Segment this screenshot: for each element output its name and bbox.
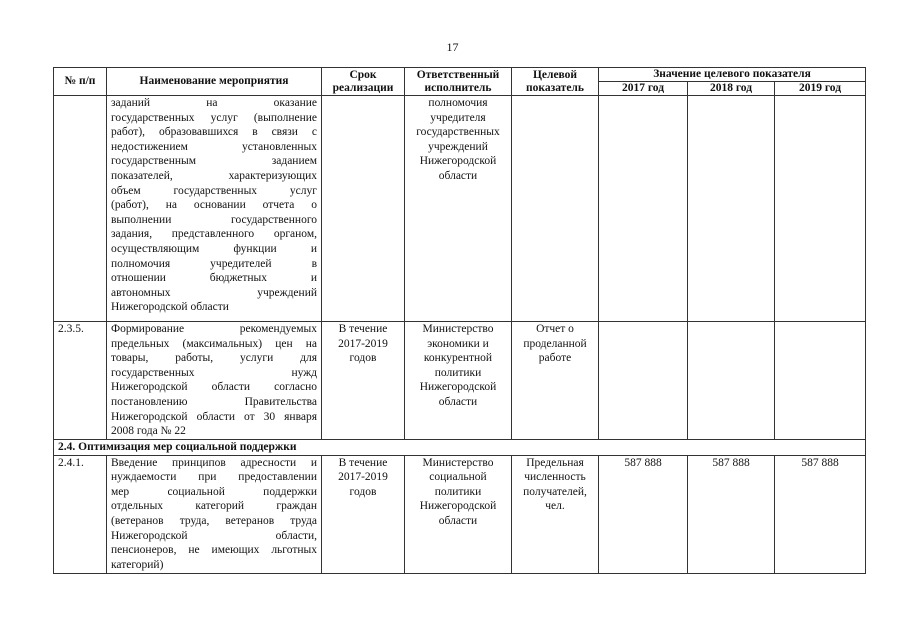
row-name-lines	[111, 322, 317, 439]
row-name-line: недостижением установленных	[111, 140, 317, 153]
row-name-line: отдельных категорий граждан	[111, 500, 317, 513]
row-name	[107, 322, 322, 440]
table-row	[54, 455, 866, 573]
row-num: 2.4.1.	[54, 455, 107, 573]
row-term: В течение 2017-2019 годов	[322, 322, 405, 440]
row-name-line-last: категорий)	[111, 558, 164, 571]
header-row	[54, 68, 866, 82]
row-name-line: государственных услуг (выполнение	[111, 111, 317, 124]
row-name-line-last: 2008 года № 22	[111, 425, 186, 438]
row-num	[54, 96, 107, 322]
row-name-lines	[111, 456, 317, 573]
header-values-group: Значение целевого показателя	[599, 68, 866, 82]
row-responsible: Министерство экономики и конкурентной политики Нижегородской области	[405, 322, 512, 440]
header-year-2019: 2019 год	[775, 82, 866, 96]
row-value-2017	[599, 322, 688, 440]
measures-table	[53, 67, 866, 574]
section-row	[54, 440, 866, 456]
header-target: Целевой показатель	[512, 68, 599, 96]
row-name-line: пенсионеров, не имеющих льготных	[111, 544, 317, 557]
row-target: Отчет о проделанной работе	[512, 322, 599, 440]
row-value-2019: 587 888	[775, 455, 866, 573]
section-title: 2.4. Оптимизация мер социальной поддержки	[54, 440, 866, 456]
row-name-line: отношении бюджетных и	[111, 272, 317, 285]
row-name-lines	[111, 96, 317, 315]
row-name-line: автономных учреждений	[111, 286, 317, 299]
row-value-2019	[775, 322, 866, 440]
row-name-line: заданий на оказание	[111, 97, 317, 109]
row-term: В течение 2017-2019 годов	[322, 455, 405, 573]
row-term	[322, 96, 405, 322]
row-value-2019	[775, 96, 866, 322]
row-name-line-last: Нижегородской области	[111, 301, 229, 314]
row-value-2017	[599, 96, 688, 322]
header-num: № п/п	[54, 68, 107, 96]
row-name-line: постановлению Правительства	[111, 395, 317, 408]
row-value-2017: 587 888	[599, 455, 688, 573]
header-year-2018: 2018 год	[688, 82, 775, 96]
header-term: Срок реализации	[322, 68, 405, 96]
header-responsible: Ответственный исполнитель	[405, 68, 512, 96]
row-name-line: нуждаемости при предоставлении	[111, 471, 317, 484]
row-target	[512, 96, 599, 322]
row-name-line: показателей, характеризующих	[111, 169, 317, 182]
row-name-line: Нижегородской области согласно	[111, 381, 317, 394]
table-row	[54, 322, 866, 440]
row-target: Предельная численность получателей, чел.	[512, 455, 599, 573]
page-number: 17	[446, 40, 459, 54]
row-value-2018	[688, 96, 775, 322]
row-responsible: Министерство социальной политики Нижегородской области	[405, 455, 512, 573]
header-year-2017: 2017 год	[599, 82, 688, 96]
row-name	[107, 455, 322, 573]
row-name-line: задания, представленного органом,	[111, 228, 317, 241]
row-name-line: полномочия учредителей в	[111, 257, 317, 270]
row-num: 2.3.5.	[54, 322, 107, 440]
row-name-line: Нижегородской области от 30 января	[111, 410, 317, 423]
row-name-line: товары, работы, услуги для	[111, 352, 317, 365]
row-name-line: осуществляющим функции и	[111, 242, 317, 255]
row-name-line: государственным заданием	[111, 155, 317, 168]
row-value-2018	[688, 322, 775, 440]
row-name	[107, 96, 322, 322]
row-name-line: государственных нужд	[111, 366, 317, 379]
row-name-line: (работ), на основании отчета о	[111, 199, 317, 212]
row-name-line: Формирование рекомендуемых	[111, 323, 317, 335]
row-value-2018: 587 888	[688, 455, 775, 573]
row-responsible: полномочия учредителя государственных учреждений Нижегородской области	[405, 96, 512, 322]
row-name-line: выполнении государственного	[111, 213, 317, 226]
row-name-line: мер социальной поддержки	[111, 485, 317, 498]
row-name-line: предельных (максимальных) цен на	[111, 337, 317, 350]
row-name-line: работ), образовавшихся в связи с	[111, 126, 317, 139]
row-name-line: Введение принципов адресности и	[111, 456, 317, 469]
row-name-line: объем государственных услуг	[111, 184, 317, 197]
header-name: Наименование мероприятия	[107, 68, 322, 96]
row-name-line: Нижегородской области,	[111, 529, 317, 542]
table-row	[54, 96, 866, 322]
row-name-line: (ветеранов труда, ветеранов труда	[111, 514, 317, 527]
